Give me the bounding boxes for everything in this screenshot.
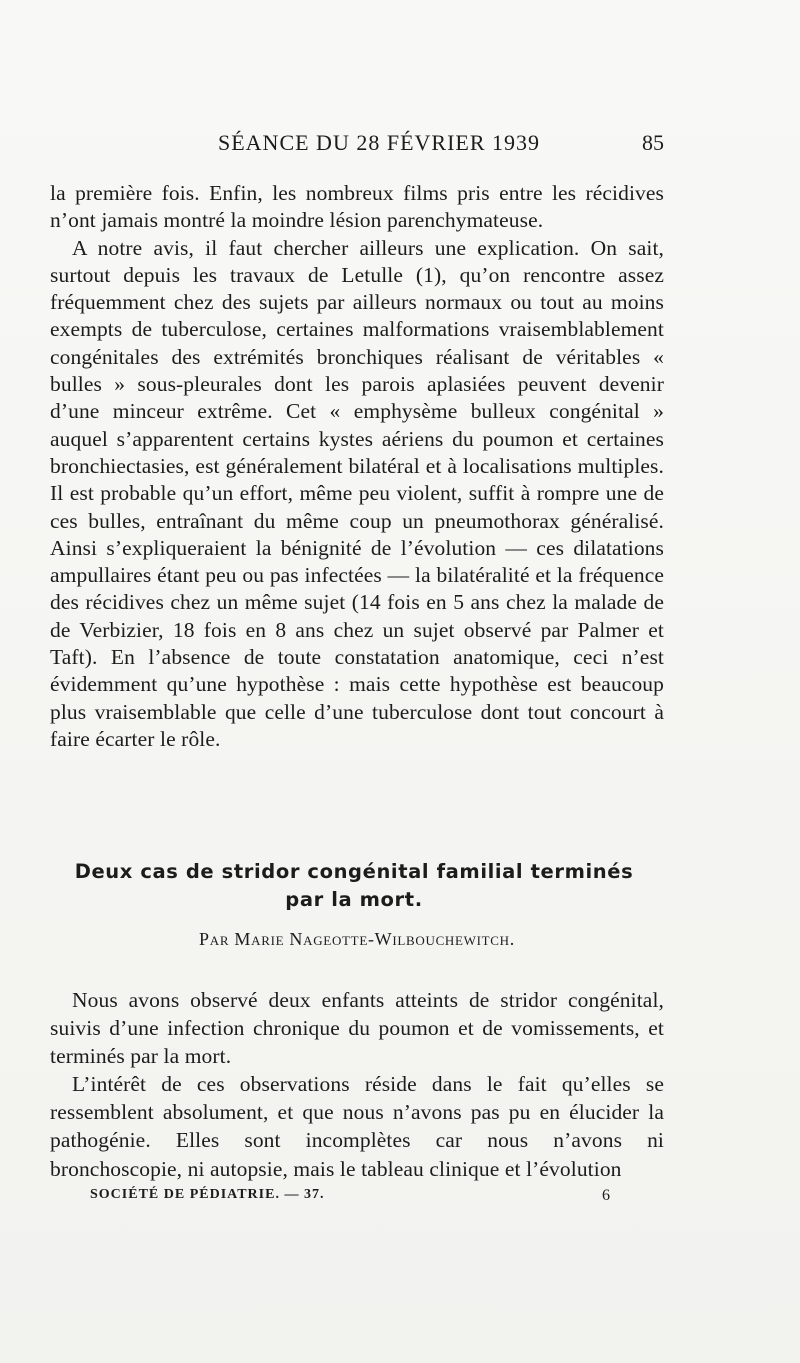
- paragraph: la première fois. Enfin, les nombreux films pris entre les récidives n’ont jamais montré la moindre lésion parenchymateuse.: [50, 181, 664, 233]
- journal-signature: SOCIÉTÉ DE PÉDIATRIE. — 37.: [90, 1187, 325, 1202]
- page-number: 85: [642, 130, 664, 155]
- article-body: [50, 986, 664, 1183]
- paragraph: Nous avons observé deux enfants atteints de stridor congénital, suivis d’une infection chronique du poumon et de vomissements, et terminés par la mort.: [50, 988, 664, 1069]
- author-byline: Par Marie Nageotte-Wilbouchewitch.: [199, 929, 515, 949]
- article-title: Deux cas de stridor congénital familial terminés par la mort.: [74, 860, 634, 911]
- paragraph: A notre avis, il faut chercher ailleurs une explication. On sait, surtout depuis les travaux de Letulle (1), qu’on rencontre assez fréquemment chez des sujets par ailleurs normaux ou tout au moins exempts de tuberculose, certaines malformations vraisemblablement congénitales des extrémités bronchiques réalisant de véritables « bulles » sous-pleurales dont les parois aplasiées peuvent devenir d’une minceur extrême. Cet « emphysème bulleux congénital » auquel s’apparentent certains kystes aériens du poumon et certaines bronchiectasies, est généralement bilatéral et à localisations multiples. Il est probable qu’un effort, même peu violent, suffit à rompre une de ces bulles, entraînant du même coup un pneumothorax généralisé. Ainsi s’expliqueraient la bénignité de l’évolution — ces dilatations ampullaires étant peu ou pas infectées — la bilatéralité et la fréquence des récidives chez un même sujet (14 fois en 5 ans chez la malade de de Verbizier, 18 fois en 8 ans chez un sujet observé par Palmer et Taft). En l’absence de toute constatation anatomique, ceci n’est évidemment qu’une hypothèse : mais cette hypothèse est beaucoup plus vraisemblable que celle d’une tuberculose dont tout concourt à faire écarter le rôle.: [50, 235, 664, 751]
- signature-number: 6: [602, 1187, 610, 1204]
- continued-text: [50, 180, 664, 753]
- paragraph: L’intérêt de ces observations réside dans le fait qu’elles se ressemblent absolument, et que nous n’avons pas pu en élucider la pathogénie. Elles sont incomplètes car nous n’avons ni bronchoscopie, ni autopsie, mais le tableau clinique et l’évolution: [50, 1072, 664, 1181]
- page-footer: [90, 1187, 610, 1209]
- running-title: SÉANCE DU 28 FÉVRIER 1939: [218, 130, 541, 155]
- running-head: [50, 130, 664, 160]
